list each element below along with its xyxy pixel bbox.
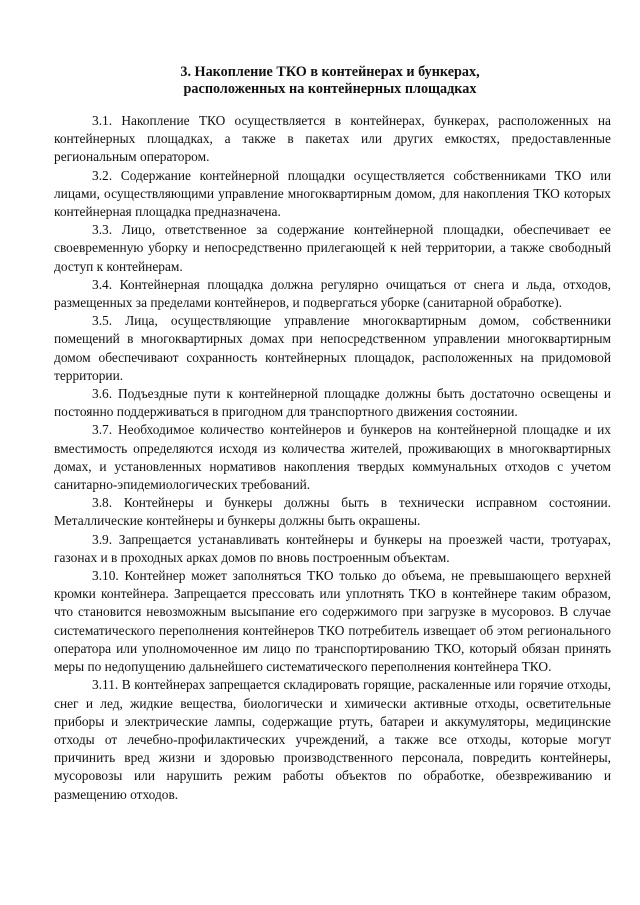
paragraph-3-1: 3.1. Накопление ТКО осуществляется в контейнерах, бункерах, расположенных на контейнерных площадках, а также в пакетах или других емкостях, предоставленные региональным оператором. <box>54 113 611 165</box>
paragraph-3-11: 3.11. В контейнерах запрещается складировать горящие, раскаленные или горячие отходы, снег и лед, жидкие вещества, биологически и химически активные отходы, осветительные приборы и электрические лампы, содержащие ртуть, батареи и аккумуляторы, медицинские отходы от лечебно-профилактических учреждений, а также все отходы, которые могут причинить вред жизни и здоровью производственного персонала, повредить контейнеры, мусоровозы или нарушить режим работы объектов по обработке, обезвреживанию и размещению отходов. <box>54 677 611 802</box>
paragraph-3-3: 3.3. Лицо, ответственное за содержание контейнерной площадки, обеспечивает ее своевременную уборку и непосредственно прилегающей к ней территории, а также свободный доступ к контейнерам. <box>54 222 611 274</box>
section-title-line-1: 3. Накопление ТКО в контейнерах и бункерах, <box>180 64 480 80</box>
paragraph-3-10: 3.10. Контейнер может заполняться ТКО только до объема, не превышающего верхней кромки контейнера. Запрещается прессовать или уплотнять ТКО в контейнере таким образом, что становится невозможным высыпание его содержимого при загрузке в мусоровоз. В случае систематического переполнения контейнеров ТКО потребитель извещает об этом регионального оператора или уполномоченное им лицо по транспортированию ТКО, который обязан принять меры по недопущению дальнейшего систематического переполнения контейнера ТКО. <box>54 568 611 675</box>
paragraph-3-5: 3.5. Лица, осуществляющие управление многоквартирным домом, собственники помещений в многоквартирных домах при непосредственном управлении многоквартирным домом обеспечивают сохранность контейнерных площадок, расположенных на придомовой территории. <box>54 313 611 383</box>
paragraph-3-6: 3.6. Подъездные пути к контейнерной площадке должны быть достаточно освещены и постоянно поддерживаться в пригодном для транспортного движения состоянии. <box>54 386 611 420</box>
section-body <box>54 112 611 804</box>
paragraph-3-9: 3.9. Запрещается устанавливать контейнеры и бункеры на проезжей части, тротуарах, газонах и в проходных арках домов по вновь построенным объектам. <box>54 531 611 565</box>
paragraph-3-4: 3.4. Контейнерная площадка должна регулярно очищаться от снега и льда, отходов, размещенных за пределами контейнеров, и подвергаться уборке (санитарной обработке). <box>54 276 611 311</box>
paragraph-3-2: 3.2. Содержание контейнерной площадки осуществляется собственниками ТКО или лицами, осуществляющими управление многоквартирным домом, для накопления ТКО которых контейнерная площадка предназначена. <box>54 167 611 220</box>
paragraph-3-7: 3.7. Необходимое количество контейнеров и бункеров на контейнерной площадке и их вместимость определяются исходя из количества жителей, проживающих в многоквартирных домах, и установленных нормативов накопления твердых коммунальных отходов с учетом санитарно-эпидемиологических требований. <box>54 422 611 493</box>
section-title <box>60 64 600 98</box>
paragraph-3-8: 3.8. Контейнеры и бункеры должны быть в технически исправном состоянии. Металлические контейнеры и бункеры должны быть окрашены. <box>54 495 611 529</box>
section-title-line-2: расположенных на контейнерных площадках <box>183 81 477 97</box>
